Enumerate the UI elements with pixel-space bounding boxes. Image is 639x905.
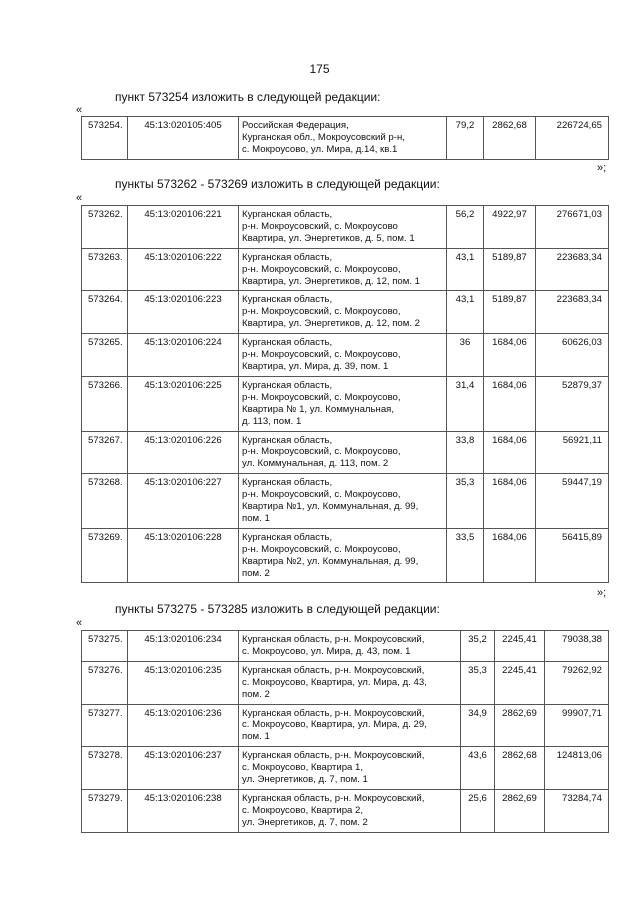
unit-price: 5189,87 (484, 248, 536, 291)
section-2-close-quote: »; (597, 587, 607, 599)
cadastral-number: 45:13:020106:223 (128, 291, 239, 334)
table-row (82, 117, 609, 160)
total-value: 276671,03 (536, 206, 609, 249)
unit-price: 1684,06 (484, 334, 536, 377)
cadastral-number: 45:13:020106:237 (128, 747, 239, 790)
table-row (82, 704, 609, 747)
address: Курганская область, р-н. Мокроусовский, с. Мокроусово, Квартира, ул. Мира, д. 43, пом. 2 (239, 661, 461, 704)
table-row (82, 431, 609, 474)
section-3-table (81, 630, 609, 833)
address: Российская Федерация, Курганская обл., Мокроусовский р-н, с. Мокроусово, ул. Мира, д.14, кв.1 (239, 117, 447, 160)
table-row (82, 248, 609, 291)
address: Курганская область, р-н. Мокроусовский, с. Мокроусово, Квартира, ул. Мира, д. 29, пом. 1 (239, 704, 461, 747)
unit-price: 1684,06 (484, 431, 536, 474)
area: 79,2 (447, 117, 484, 160)
area: 34,9 (461, 704, 495, 747)
item-number: 573276. (82, 661, 128, 704)
total-value: 124813,06 (545, 747, 609, 790)
cadastral-number: 45:13:020106:222 (128, 248, 239, 291)
unit-price: 2245,41 (495, 661, 545, 704)
unit-price: 2862,69 (495, 789, 545, 832)
item-number: 573269. (82, 528, 128, 583)
section-1-open-quote: « (76, 104, 83, 116)
unit-price: 1684,06 (484, 376, 536, 431)
table-row (82, 661, 609, 704)
cadastral-number: 45:13:020106:234 (128, 631, 239, 662)
unit-price: 2862,68 (484, 117, 536, 160)
total-value: 52879,37 (536, 376, 609, 431)
area: 36 (447, 334, 484, 377)
item-number: 573262. (82, 206, 128, 249)
area: 43,1 (447, 248, 484, 291)
table-row (82, 474, 609, 529)
unit-price: 1684,06 (484, 528, 536, 583)
total-value: 79262,92 (545, 661, 609, 704)
address: Курганская область, р-н. Мокроусовский, с. Мокроусово, ул. Коммунальная, д. 113, пом. 2 (239, 431, 447, 474)
item-number: 573278. (82, 747, 128, 790)
table-row (82, 334, 609, 377)
item-number: 573267. (82, 431, 128, 474)
table-row (82, 528, 609, 583)
address: Курганская область, р-н. Мокроусовский, с. Мокроусово, Квартира 2, ул. Энергетиков, д. 7, пом. 2 (239, 789, 461, 832)
total-value: 59447,19 (536, 474, 609, 529)
area: 35,3 (461, 661, 495, 704)
total-value: 223683,34 (536, 248, 609, 291)
item-number: 573254. (82, 117, 128, 160)
area: 31,4 (447, 376, 484, 431)
unit-price: 5189,87 (484, 291, 536, 334)
table-row (82, 291, 609, 334)
unit-price: 1684,06 (484, 474, 536, 529)
cadastral-number: 45:13:020106:225 (128, 376, 239, 431)
total-value: 56415,89 (536, 528, 609, 583)
section-2-intro: пункты 573262 - 573269 изложить в следующей редакции: (115, 177, 440, 191)
item-number: 573275. (82, 631, 128, 662)
cadastral-number: 45:13:020106:224 (128, 334, 239, 377)
address: Курганская область, р-н. Мокроусовский, с. Мокроусово, Квартира №1, ул. Коммунальная, д. 99, пом. 1 (239, 474, 447, 529)
item-number: 573268. (82, 474, 128, 529)
total-value: 79038,38 (545, 631, 609, 662)
total-value: 60626,03 (536, 334, 609, 377)
cadastral-number: 45:13:020106:227 (128, 474, 239, 529)
area: 33,8 (447, 431, 484, 474)
total-value: 223683,34 (536, 291, 609, 334)
item-number: 573263. (82, 248, 128, 291)
item-number: 573277. (82, 704, 128, 747)
section-1-close-quote: »; (597, 162, 607, 174)
section-2-open-quote: « (76, 192, 83, 204)
cadastral-number: 45:13:020106:238 (128, 789, 239, 832)
address: Курганская область, р-н. Мокроусовский, с. Мокроусово, Квартира, ул. Мира, д. 39, пом. 1 (239, 334, 447, 377)
cadastral-number: 45:13:020106:235 (128, 661, 239, 704)
area: 43,1 (447, 291, 484, 334)
unit-price: 4922,97 (484, 206, 536, 249)
unit-price: 2862,69 (495, 704, 545, 747)
area: 43,6 (461, 747, 495, 790)
section-2-table (81, 205, 609, 583)
item-number: 573266. (82, 376, 128, 431)
total-value: 56921,11 (536, 431, 609, 474)
address: Курганская область, р-н. Мокроусовский, с. Мокроусово, Квартира, ул. Энергетиков, д. 12, пом. 1 (239, 248, 447, 291)
item-number: 573264. (82, 291, 128, 334)
cadastral-number: 45:13:020106:236 (128, 704, 239, 747)
unit-price: 2862,68 (495, 747, 545, 790)
cadastral-number: 45:13:020105:405 (128, 117, 239, 160)
area: 56,2 (447, 206, 484, 249)
section-3-intro: пункты 573275 - 573285 изложить в следующей редакции: (115, 602, 440, 616)
unit-price: 2245,41 (495, 631, 545, 662)
total-value: 226724,65 (536, 117, 609, 160)
table-row (82, 631, 609, 662)
address: Курганская область, р-н. Мокроусовский, с. Мокроусово, Квартира, ул. Энергетиков, д. 12, пом. 2 (239, 291, 447, 334)
address: Курганская область, р-н. Мокроусовский, с. Мокроусово, ул. Мира, д. 43, пом. 1 (239, 631, 461, 662)
item-number: 573265. (82, 334, 128, 377)
page-number: 175 (309, 62, 330, 76)
area: 35,2 (461, 631, 495, 662)
address: Курганская область, р-н. Мокроусовский, с. Мокроусово Квартира, ул. Энергетиков, д. 5, пом. 1 (239, 206, 447, 249)
section-1-intro: пункт 573254 изложить в следующей редакции: (115, 90, 381, 104)
area: 35,3 (447, 474, 484, 529)
cadastral-number: 45:13:020106:228 (128, 528, 239, 583)
section-1-table (81, 116, 609, 160)
section-3-open-quote: « (76, 617, 83, 629)
total-value: 99907,71 (545, 704, 609, 747)
table-row (82, 376, 609, 431)
item-number: 573279. (82, 789, 128, 832)
area: 33,5 (447, 528, 484, 583)
cadastral-number: 45:13:020106:226 (128, 431, 239, 474)
address: Курганская область, р-н. Мокроусовский, с. Мокроусово, Квартира 1, ул. Энергетиков, д. 7, пом. 1 (239, 747, 461, 790)
area: 25,6 (461, 789, 495, 832)
table-row (82, 747, 609, 790)
cadastral-number: 45:13:020106:221 (128, 206, 239, 249)
address: Курганская область, р-н. Мокроусовский, с. Мокроусово, Квартира № 1, ул. Коммунальная, д. 113, пом. 1 (239, 376, 447, 431)
table-row (82, 206, 609, 249)
total-value: 73284,74 (545, 789, 609, 832)
table-row (82, 789, 609, 832)
address: Курганская область, р-н. Мокроусовский, с. Мокроусово, Квартира №2, ул. Коммунальная, д. 99, пом. 2 (239, 528, 447, 583)
